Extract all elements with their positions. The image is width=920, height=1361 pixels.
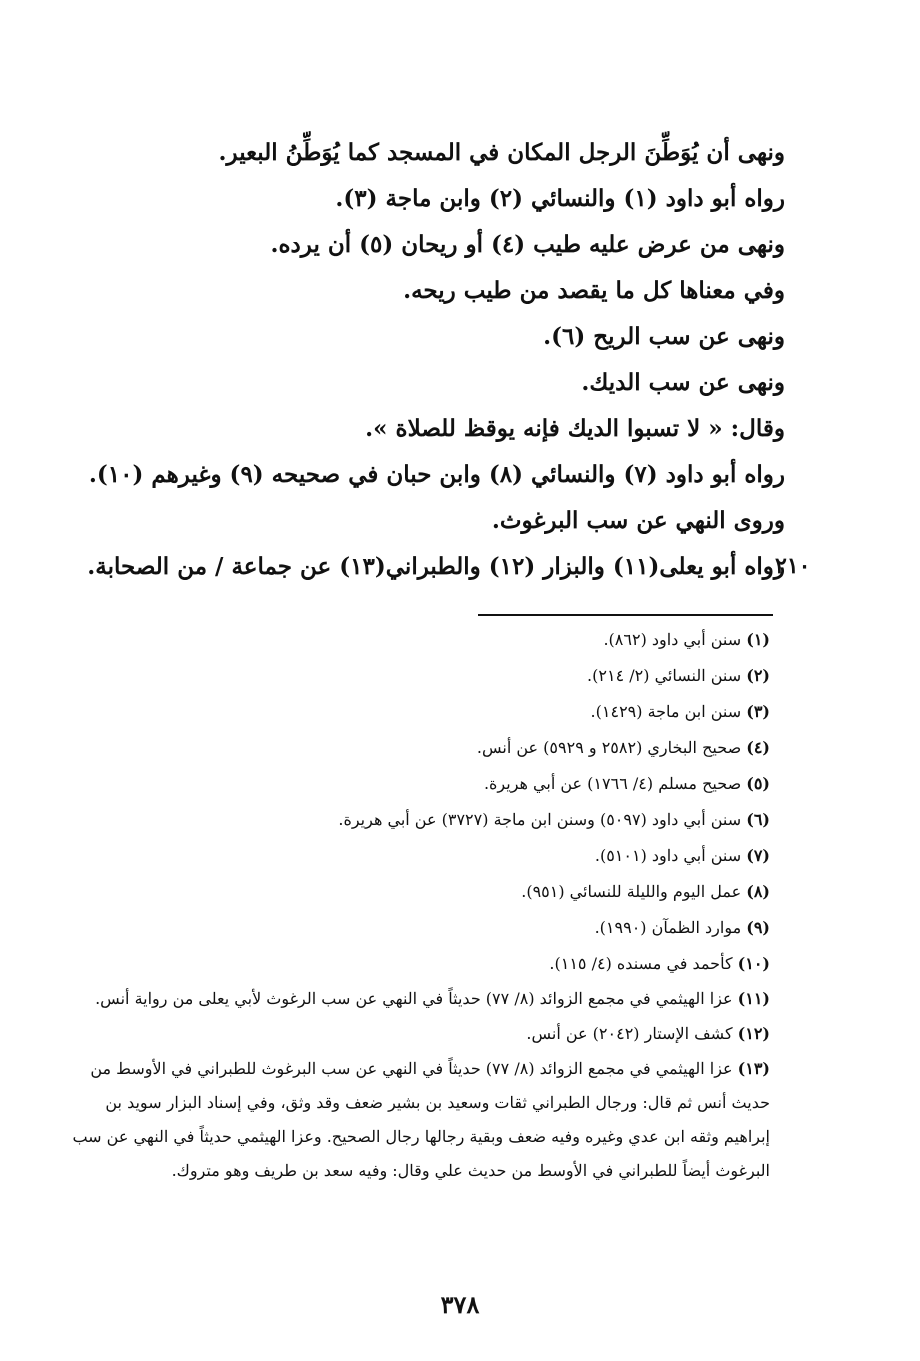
footnote-number: (٢) <box>746 666 770 685</box>
footnote-text: كشف الإستار (٢٠٤٢) عن أنس. <box>526 1024 733 1043</box>
body-line: رواه أبو داود (٧) والنسائي (٨) وابن حبان في صحيحه (٩) وغيرهم (١٠). <box>88 461 785 488</box>
main-text <box>87 130 785 590</box>
footnote-text: سنن ابن ماجة (١٤٢٩). <box>590 702 742 721</box>
footnote-text: سنن أبي داود (٨٦٢). <box>603 630 742 649</box>
footnote <box>60 1052 770 1188</box>
footnote-text: عزا الهيثمي في مجمع الزوائد (٨/ ٧٧) حديثاً في النهي عن سب الرغوث لأبي يعلى من رواية أنس. <box>95 989 733 1008</box>
footnote <box>60 622 770 658</box>
footnote-text: عزا الهيثمي في مجمع الزوائد (٨/ ٧٧) حديثاً في النهي عن سب البرغوث للطبراني في الأوسط من حديث أنس ثم قال: ورجال الطبراني ثقات وسعيد بن بشير ضعف وقد وثق، وفي إسناد البزار سويد بن إبراهيم وثقه ابن عدي وغيره وفيه ضعف وبقية رجالها رجال الصحيح. وعزا الهيثمي حديثاً في النهي عن سب البرغوث أيضاً للطبراني في الأوسط من حديث علي وقال: وفيه سعد بن طريف وهو متروك. <box>72 1059 770 1180</box>
footnote <box>60 1016 770 1052</box>
footnote-text: صحيح مسلم (٤/ ١٧٦٦) عن أبي هريرة. <box>483 774 742 793</box>
margin-number: ٢١٠ <box>775 553 811 579</box>
footnote-text: موارد الظمآن (١٩٩٠). <box>594 918 742 937</box>
footnote-number: (٧) <box>746 846 770 865</box>
footnote <box>60 802 770 838</box>
footnote-divider <box>478 614 773 616</box>
body-line: رواه أبو داود (١) والنسائي (٢) وابن ماجة (٣). <box>335 185 785 212</box>
footnote-text: صحيح البخاري (٢٥٨٢ و ٥٩٢٩) عن أنس. <box>476 738 742 757</box>
body-line: ونهى عن سب الريح (٦). <box>543 323 785 350</box>
footnote-number: (١) <box>746 630 770 649</box>
footnote-number: (١٢) <box>737 1024 770 1043</box>
footnote <box>60 910 770 946</box>
footnote <box>60 946 770 982</box>
footnote-number: (١١) <box>737 989 770 1008</box>
footnote <box>60 694 770 730</box>
footnotes <box>60 622 770 1188</box>
body-line: وروى النهي عن سب البرغوث. <box>491 507 785 534</box>
footnote-number: (٩) <box>746 918 770 937</box>
footnote <box>60 730 770 766</box>
footnote-text: كأحمد في مسنده (٤/ ١١٥). <box>549 954 733 973</box>
footnote-number: (٦) <box>746 810 770 829</box>
footnote <box>60 658 770 694</box>
footnote-text: عمل اليوم والليلة للنسائي (٩٥١). <box>521 882 742 901</box>
body-line: ونهى عن سب الديك. <box>581 369 785 396</box>
footnote <box>60 874 770 910</box>
page-number: ٣٧٨ <box>440 1290 480 1319</box>
body-line: رواه أبو يعلى(١١) والبزار (١٢) والطبراني(١٣) عن جماعة / من الصحابة. <box>87 553 785 580</box>
body-line: وقال: « لا تسبوا الديك فإنه يوقظ للصلاة ». <box>365 415 785 442</box>
footnote <box>60 838 770 874</box>
footnote-number: (٣) <box>746 702 770 721</box>
footnote-text: سنن النسائي (٢/ ٢١٤). <box>587 666 742 685</box>
footnote-number: (٥) <box>746 774 770 793</box>
footnote-number: (١٣) <box>737 1059 770 1078</box>
footnote-number: (١٠) <box>737 954 770 973</box>
footnote <box>60 982 770 1016</box>
body-line: ونهى من عرض عليه طيب (٤) أو ريحان (٥) أن يرده. <box>270 231 785 258</box>
body-line: ونهى أن يُوَطِّنَ الرجل المكان في المسجد كما يُوَطِّنُ البعير. <box>218 139 785 166</box>
footnote <box>60 766 770 802</box>
footnote-number: (٨) <box>746 882 770 901</box>
footnote-number: (٤) <box>746 738 770 757</box>
footnote-text: سنن أبي داود (٥٠٩٧) وسنن ابن ماجة (٣٧٢٧) عن أبي هريرة. <box>338 810 742 829</box>
footnote-text: سنن أبي داود (٥١٠١). <box>594 846 742 865</box>
body-line: وفي معناها كل ما يقصد من طيب ريحه. <box>403 277 785 304</box>
